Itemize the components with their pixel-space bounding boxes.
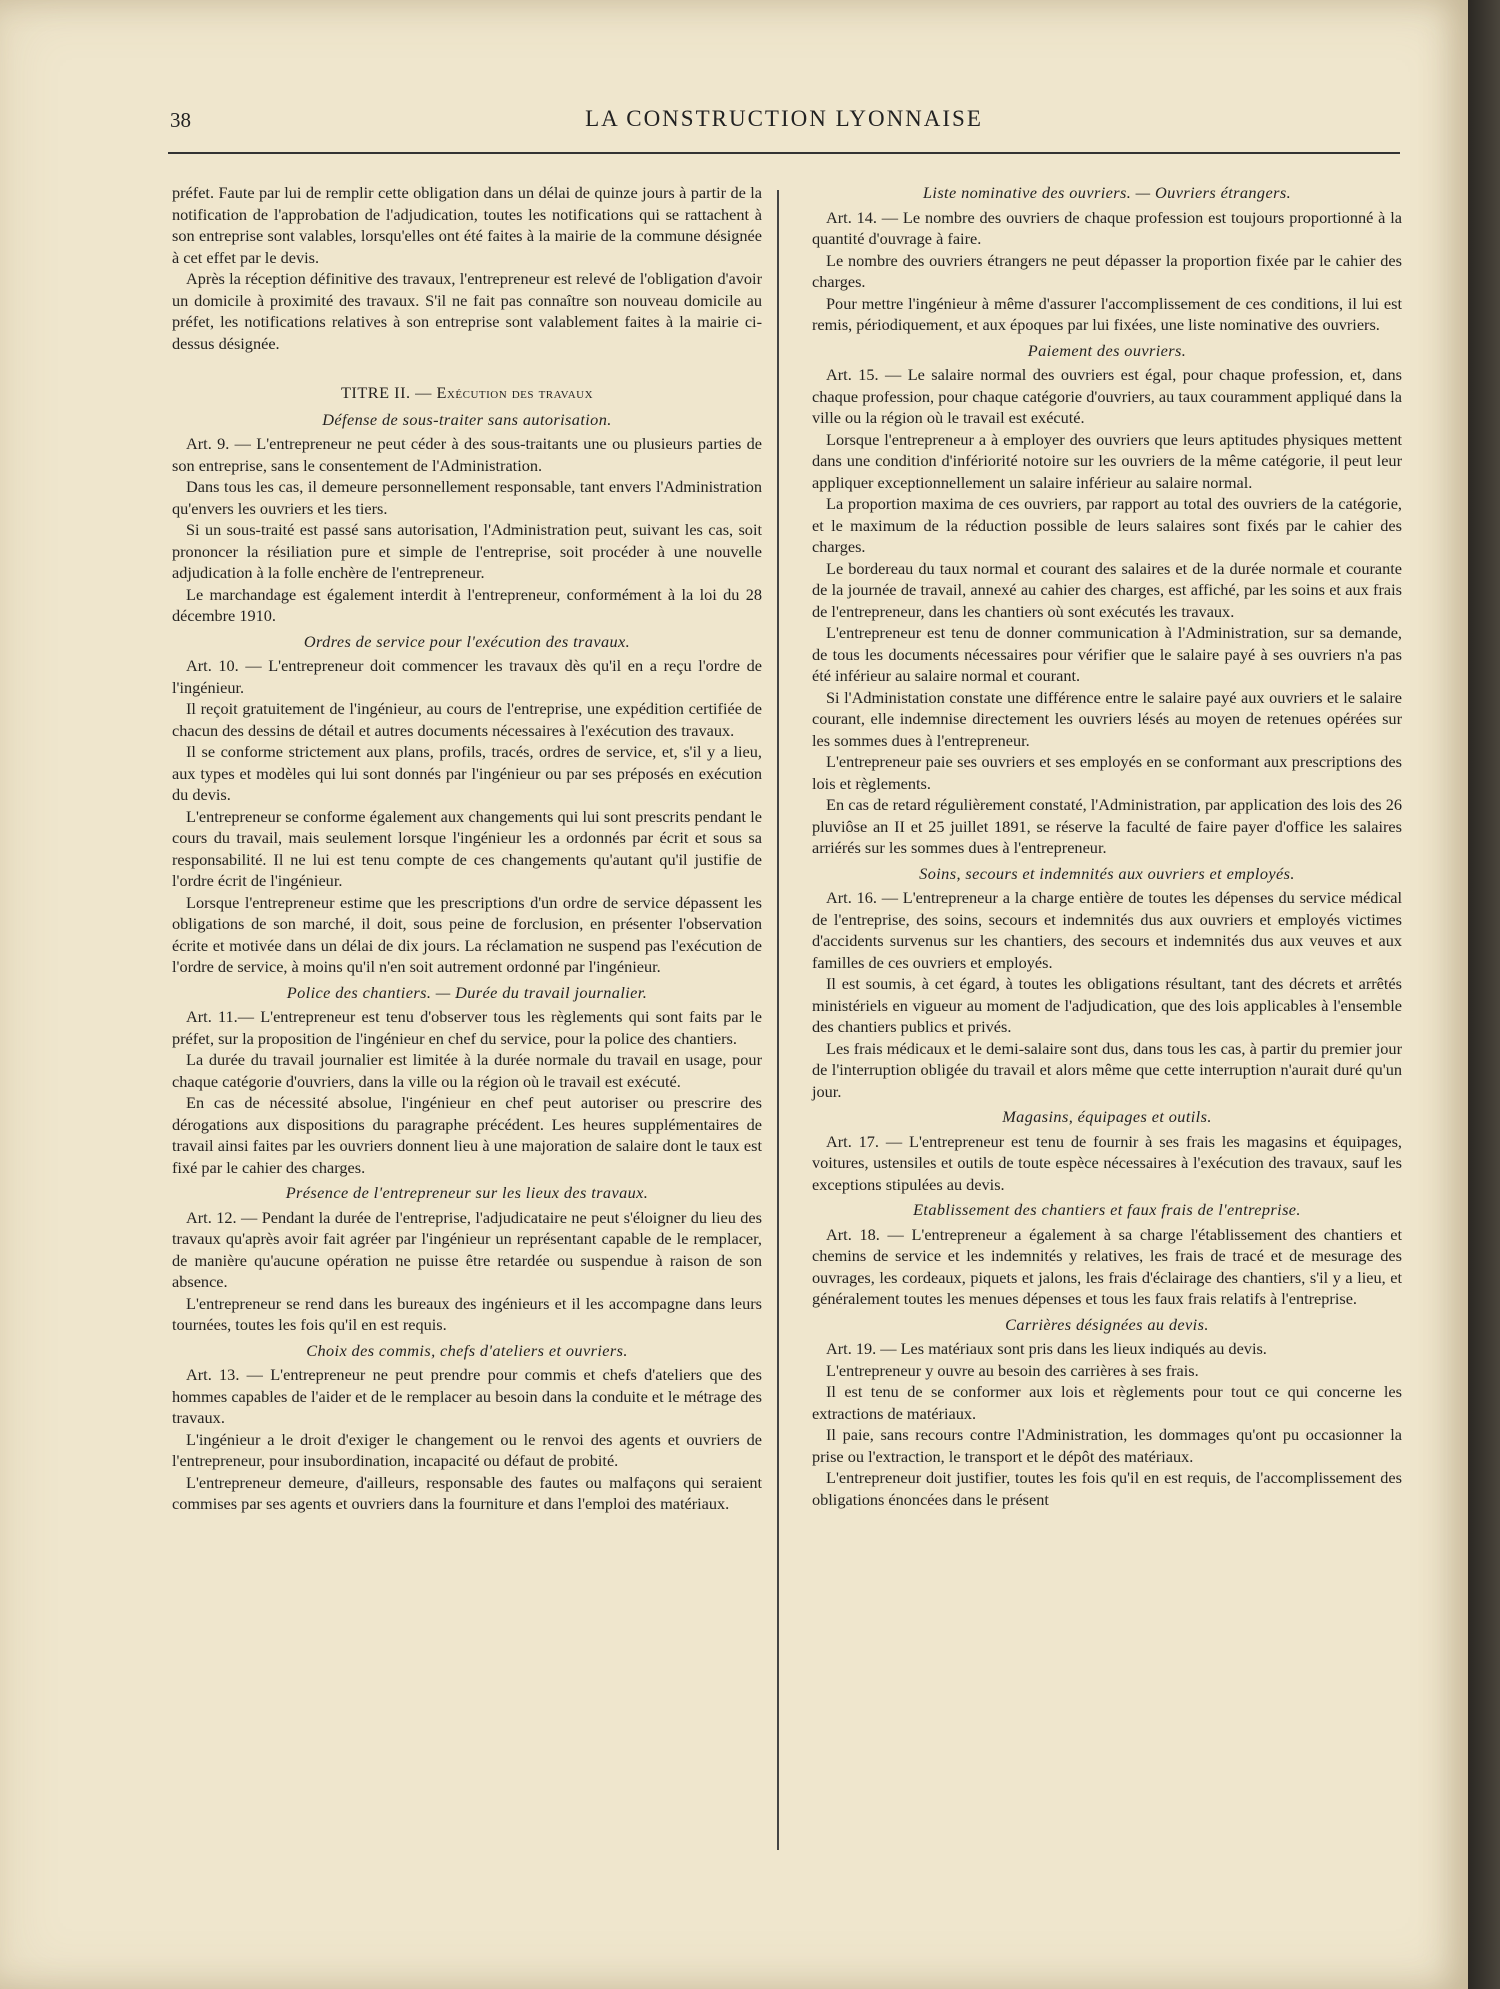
paragraph: Dans tous les cas, il demeure personnellement responsable, tant envers l'Administration qu'envers les ouvriers et les tiers. [172, 477, 762, 518]
paragraph: Si l'Administation constate une différence entre le salaire payé aux ouvriers et le salaire courant, elle indemnise directement les ouvriers lésés au moyen de retenues opérées sur les sommes dues à l'entrepreneur. [812, 687, 1402, 750]
paragraph: Pour mettre l'ingénieur à même d'assurer l'accomplissement de ces conditions, il lui est remis, périodiquement, et aux époques par lui fixées, une liste nominative des ouvriers. [812, 293, 1402, 334]
paragraph: Lorsque l'entrepreneur estime que les prescriptions d'un ordre de service dépassent les obligations de son marché, il doit, sous peine de forclusion, en présenter l'observation écrite et motivée dans un délai de dix jours. La réclamation ne suspend pas l'exécution de l'ordre de service, à moins qu'il n'en soit autrement ordonné par l'ingénieur. [172, 892, 762, 976]
paragraph: Il se conforme strictement aux plans, profils, tracés, ordres de service, et, s'il y a lieu, aux types et modèles qui lui sont donnés par l'ingénieur ou par ses préposés en exécution du devis. [172, 742, 762, 804]
article-heading: Paiement des ouvriers. [1027, 340, 1187, 360]
paragraph: Art. 19. — Les matériaux sont pris dans les lieux indiqués au devis. [826, 1339, 1267, 1358]
paragraph: Art. 16. — L'entrepreneur a la charge entière de toutes les dépenses du service médical de l'entreprise, des soins, secours et indemnités dus aux ouvriers et employés victimes d'accidents survenus sur les chantiers, des secours et indemnités dus aux veuves et aux familles de ces ouvriers et employés. [812, 888, 1402, 972]
paragraph: Il reçoit gratuitement de l'ingénieur, au cours de l'entreprise, une expédition certifiée de chacun des dessins de détail et autres documents nécessaires à l'exécution des travaux. [172, 699, 762, 740]
paragraph: L'entrepreneur doit justifier, toutes les fois qu'il en est requis, de l'accomplissement des obligations énoncées dans le présent [812, 1468, 1402, 1509]
paragraph: Il est tenu de se conformer aux lois et règlements pour tout ce qui concerne les extractions de matériaux. [812, 1382, 1402, 1423]
paragraph: Lorsque l'entrepreneur a à employer des ouvriers que leurs aptitudes physiques mettent dans une condition d'infériorité notoire sur les ouvriers de la même catégorie, il peut leur appliquer exceptionnellement un salaire inférieur au salaire normal. [812, 429, 1402, 492]
section-title-main: Exécution des travaux [436, 383, 594, 402]
right-column [812, 182, 1402, 1510]
paragraph: préfet. Faute par lui de remplir cette obligation dans un délai de quinze jours à partir de la notification de l'approbation de l'adjudication, toutes les notifications qui se rattachent à son entreprise sont valables, lorsqu'elles ont été faites à la mairie de la commune désignée à cet effet par le devis. [172, 183, 762, 267]
article-heading: Liste nominative des ouvriers. — Ouvriers étrangers. [922, 183, 1292, 202]
paragraph: Art. 12. — Pendant la durée de l'entreprise, l'adjudicataire ne peut s'éloigner du lieu des travaux qu'après avoir fait agréer par l'ingénieur un représentant capable de le remplacer, de manière qu'aucune opération ne puisse être retardée ou suspendue à raison de son absence. [172, 1207, 762, 1291]
section-title-prefix: TITRE II. — [340, 383, 437, 402]
page-number: 38 [170, 108, 191, 132]
page-header [168, 104, 1400, 144]
article-heading: Défense de sous-traiter sans autorisation. [322, 409, 612, 429]
paragraph: Art. 17. — L'entrepreneur est tenu de fournir à ses frais les magasins et équipages, voitures, ustensiles et outils de toute espèce nécessaires à l'exécution des travaux, sauf les exceptions stipulées au devis. [812, 1131, 1402, 1194]
paragraph: L'entrepreneur est tenu de donner communication à l'Administration, sur sa demande, de tous les documents nécessaires pour vérifier que le salaire payé à ses ouvriers n'a pas été inférieur au salaire normal et courant. [812, 623, 1402, 685]
paragraph: Le marchandage est également interdit à l'entrepreneur, conformément à la loi du 28 décembre 1910. [172, 584, 762, 625]
article-heading: Magasins, équipages et outils. [1002, 1107, 1212, 1126]
paragraph: L'entrepreneur demeure, d'ailleurs, responsable des fautes ou malfaçons qui seraient commises par ses agents et ouvriers dans la fourniture et dans l'emploi des matériaux. [172, 1472, 762, 1513]
paragraph: La proportion maxima de ces ouvriers, par rapport au total des ouvriers de la catégorie, et le maximum de la réduction possible de leurs salaires sont fixés par le cahier des charges. [812, 494, 1402, 556]
paragraph: L'entrepreneur y ouvre au besoin des carrières à ses frais. [826, 1360, 1199, 1380]
paragraph: Art. 9. — L'entrepreneur ne peut céder à des sous-traitants une ou plusieurs parties de son entreprise, sans le consentement de l'Administration. [172, 434, 762, 475]
paragraph: L'ingénieur a le droit d'exiger le changement ou le renvoi des agents et ouvriers de l'entrepreneur, pour insubordination, incapacité ou défaut de probité. [172, 1429, 762, 1470]
paragraph: En cas de nécessité absolue, l'ingénieur en chef peut autoriser ou prescrire des dérogations aux dispositions du paragraphe précédent. Les heures supplémentaires de travail ainsi faites par les ouvriers donnent lieu à une majoration de salaire dont le taux est fixé par le cahier des charges. [172, 1093, 762, 1177]
article-heading: Police des chantiers. — Durée du travail journalier. [286, 982, 648, 1002]
book-spine-edge [1468, 0, 1500, 1989]
article-heading: Choix des commis, chefs d'ateliers et ouvriers. [306, 1340, 628, 1360]
article-heading: Etablissement des chantiers et faux frais de l'entreprise. [913, 1200, 1301, 1219]
article-heading: Soins, secours et indemnités aux ouvriers et employés. [919, 863, 1295, 883]
paragraph: Il est soumis, à cet égard, à toutes les obligations résultant, tant des décrets et arrêtés ministériels en vigueur au moment de l'adjudication, que des lois applicables à l'ensemble des chantiers publics et privés. [812, 974, 1402, 1036]
paragraph: Après la réception définitive des travaux, l'entrepreneur est relevé de l'obligation d'avoir un domicile à proximité des travaux. S'il ne fait pas connaître son nouveau domicile au préfet, les notifications relatives à son entreprise sont valablement faites à la mairie ci-dessus désignée. [172, 269, 762, 353]
paragraph: Art. 18. — L'entrepreneur a également à sa charge l'établissement des chantiers et chemins de service et les indemnités y relatives, les frais de tracé et de mesurage des ouvrages, les cordeaux, piquets et jalons, les frais d'éclairage des chantiers, s'il y a lieu, et généralement toutes les menues dépenses et tous les faux frais relatifs à l'entreprise. [812, 1224, 1402, 1308]
paragraph: L'entrepreneur se conforme également aux changements qui lui sont prescrits pendant le cours du travail, mais seulement lorsque l'ingénieur les a ordonnés par écrit et sous sa responsabilité. Il ne lui est tenu compte de ces changements qu'autant qu'il justifie de l'ordre écrit de l'ingénieur. [172, 806, 762, 890]
paragraph: L'entrepreneur se rend dans les bureaux des ingénieurs et il les accompagne dans leurs tournées, toutes les fois qu'il en est requis. [172, 1293, 762, 1334]
article-heading: Présence de l'entrepreneur sur les lieux des travaux. [285, 1183, 649, 1202]
paragraph: Il paie, sans recours contre l'Administration, les dommages qu'ont pu occasionner la prise ou l'extraction, le transport et le dépôt des matériaux. [812, 1425, 1402, 1466]
paragraph: Art. 15. — Le salaire normal des ouvriers est égal, pour chaque profession, et, dans chaque profession, pour chaque catégorie d'ouvriers, au taux couramment appliqué dans la ville ou la région où le travail est exécuté. [812, 365, 1402, 427]
paragraph: Les frais médicaux et le demi-salaire sont dus, dans tous les cas, à partir du premier jour de l'interruption obligée du travail et alors même que cette interruption n'aurait duré qu'un jour. [812, 1038, 1402, 1101]
column-divider [777, 190, 779, 1850]
running-title: LA CONSTRUCTION LYONNAISE [585, 106, 983, 131]
left-column [172, 182, 762, 1515]
paragraph: La durée du travail journalier est limitée à la durée normale du travail en usage, pour chaque catégorie d'ouvriers, dans la ville ou la région où le travail est exécuté. [172, 1050, 762, 1091]
paragraph: En cas de retard régulièrement constaté, l'Administration, par application des lois des 26 pluviôse an II et 25 juillet 1891, se réserve la faculté de faire payer d'office les salaires arriérés sur les sommes dues à l'entrepreneur. [812, 795, 1402, 857]
article-heading: Carrières désignées au devis. [1005, 1314, 1209, 1334]
section-title [172, 382, 762, 404]
paragraph: Si un sous-traité est passé sans autorisation, l'Administration peut, suivant les cas, soit prononcer la résiliation pure et simple de l'entreprise, soit procéder à une nouvelle adjudication à la folle enchère de l'entrepreneur. [172, 520, 762, 582]
paragraph: Le nombre des ouvriers étrangers ne peut dépasser la proportion fixée par le cahier des charges. [812, 250, 1402, 291]
header-rule [168, 152, 1400, 154]
article-heading: Ordres de service pour l'exécution des travaux. [303, 631, 631, 651]
paragraph: Art. 14. — Le nombre des ouvriers de chaque profession est toujours proportionné à la quantité d'ouvrage à faire. [812, 207, 1402, 248]
paragraph: Art. 11.— L'entrepreneur est tenu d'observer tous les règlements qui sont faits par le préfet, sur la proposition de l'ingénieur en chef du service, pour la police des chantiers. [172, 1007, 762, 1048]
paragraph: Art. 10. — L'entrepreneur doit commencer les travaux dès qu'il en a reçu l'ordre de l'ingénieur. [172, 656, 762, 697]
paragraph: L'entrepreneur paie ses ouvriers et ses employés en se conformant aux prescriptions des lois et règlements. [812, 752, 1402, 793]
paragraph: Le bordereau du taux normal et courant des salaires et de la durée normale et courante de la journée de travail, annexé au cahier des charges, est affiché, par les soins et aux frais de l'entrepreneur, dans les chantiers où sont exécutés les travaux. [812, 558, 1402, 621]
paragraph: Art. 13. — L'entrepreneur ne peut prendre pour commis et chefs d'ateliers que des hommes capables de l'aider et de le remplacer au besoin dans la conduite et le métrage des travaux. [172, 1365, 762, 1427]
